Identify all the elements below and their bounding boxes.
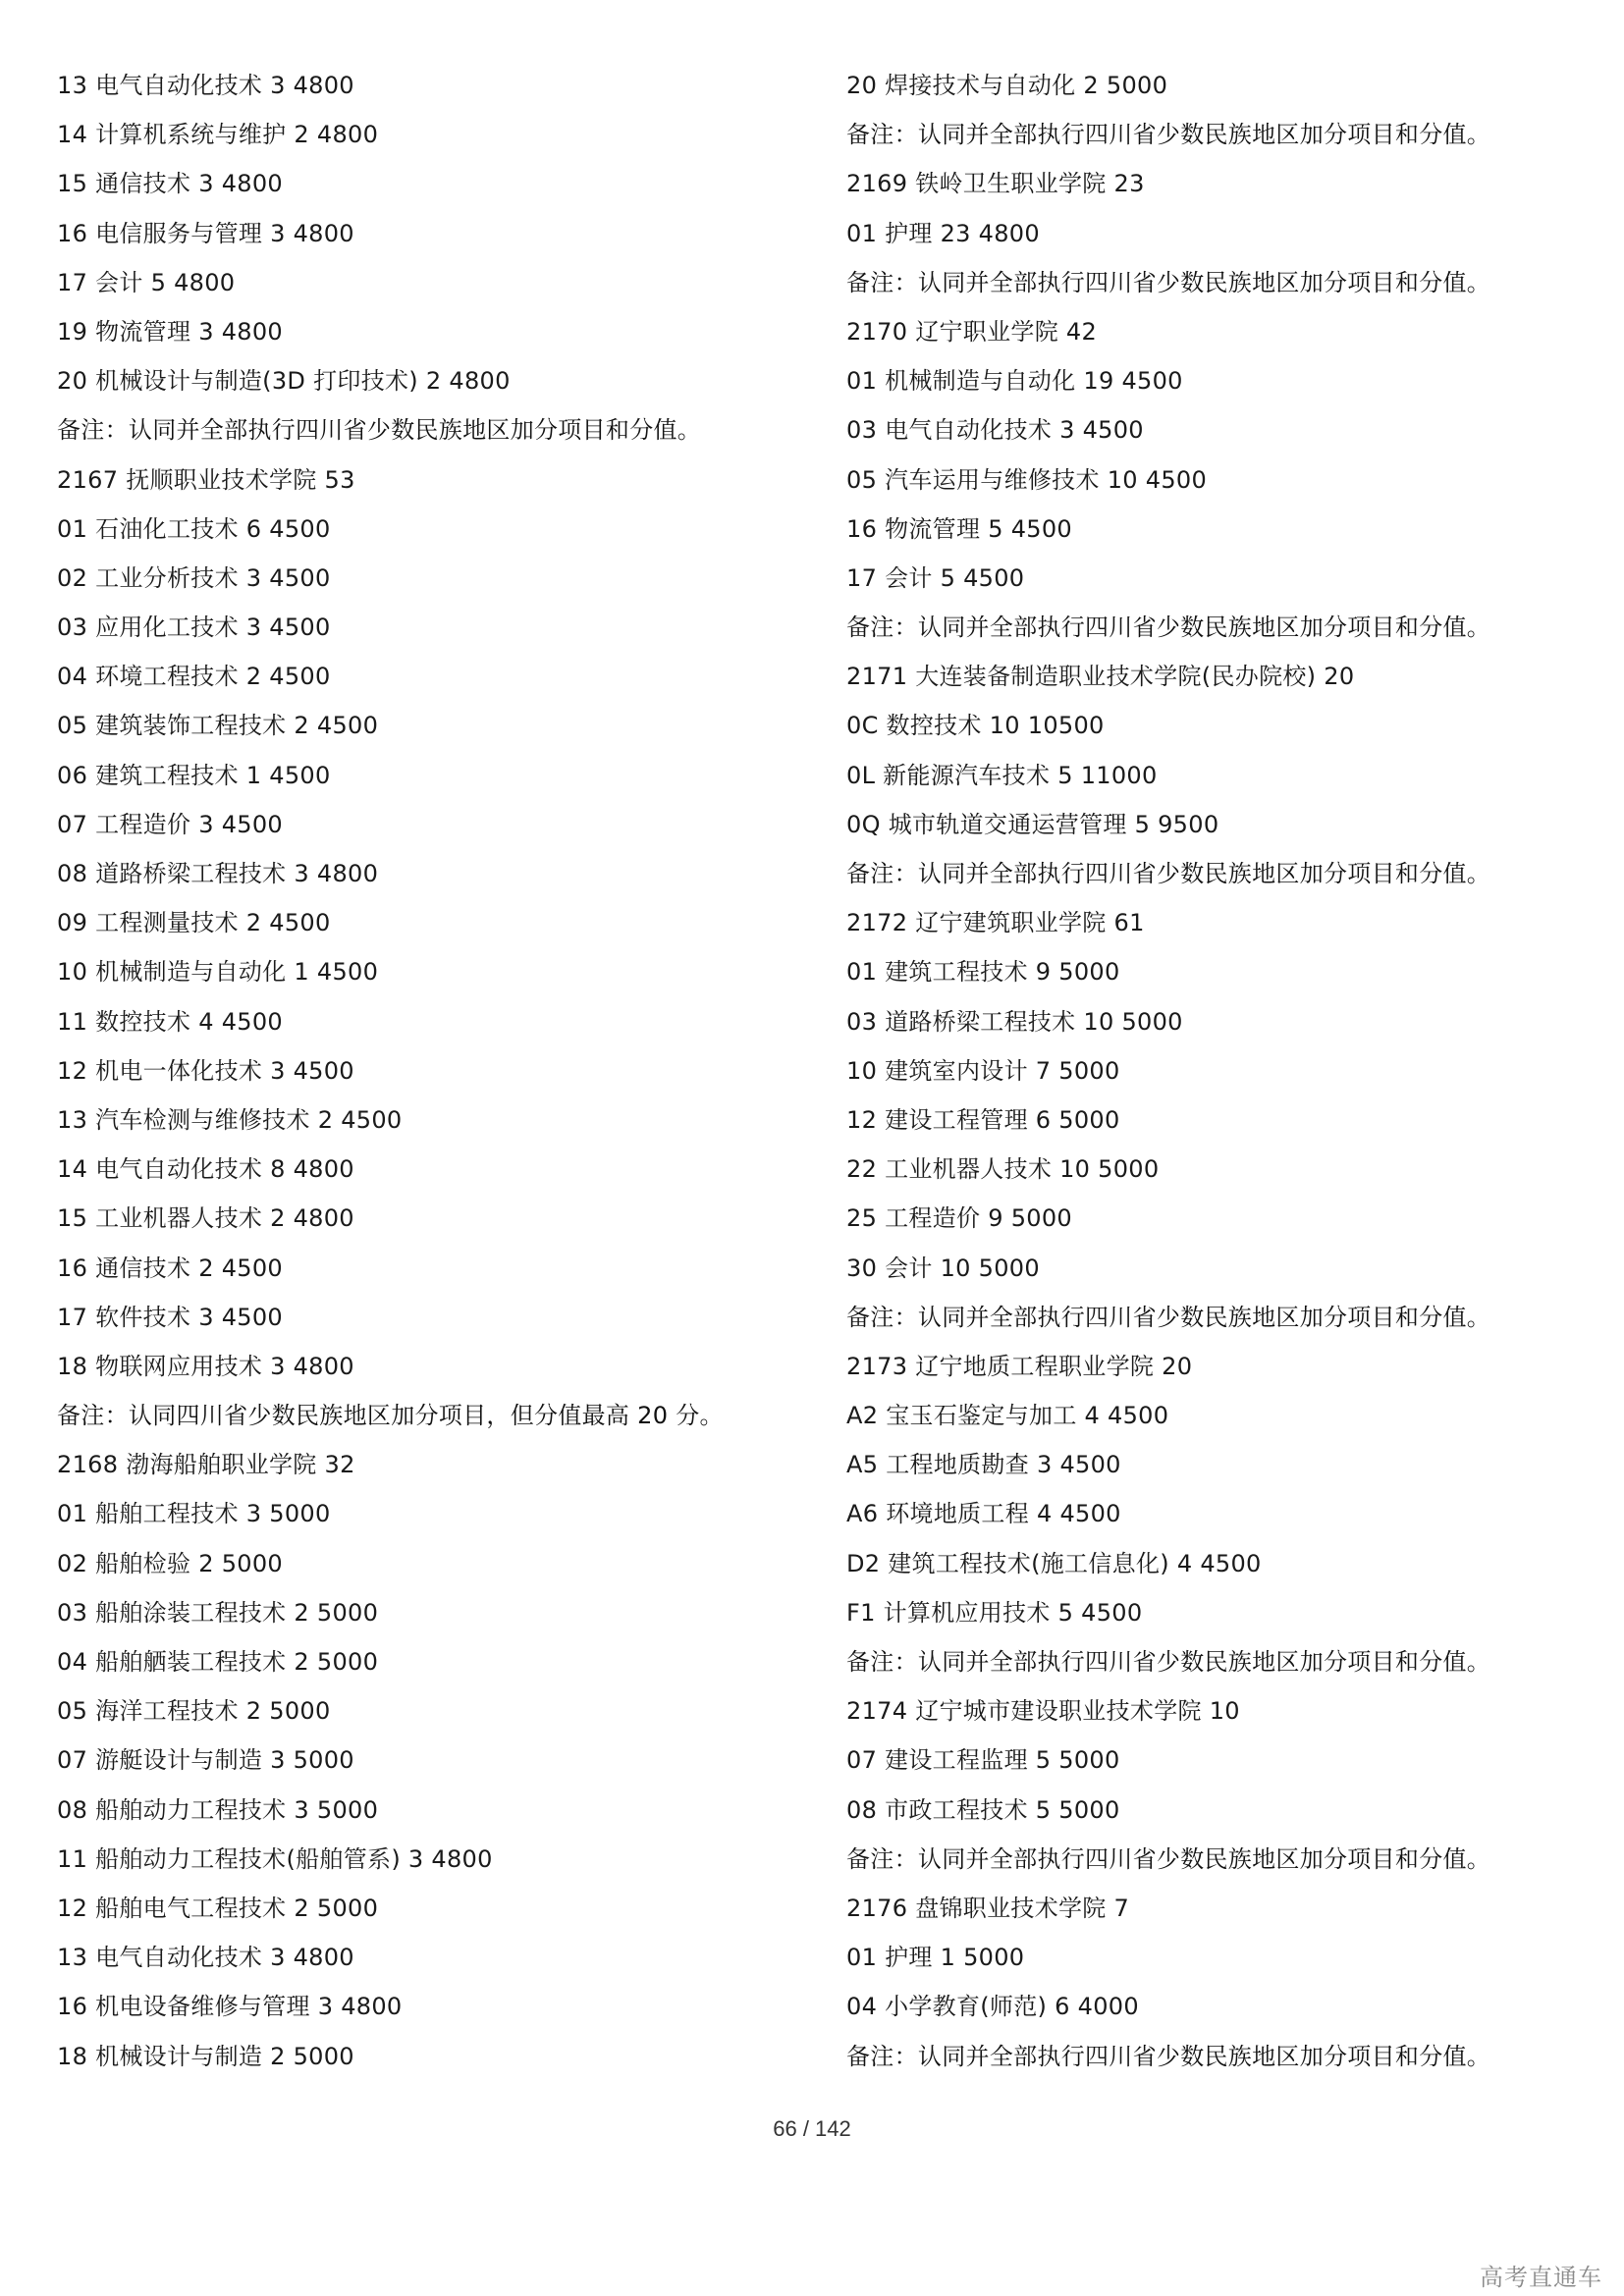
major-entry: 01 船舶工程技术 3 5000 [57,1500,331,1528]
major-entry: 20 焊接技术与自动化 2 5000 [846,72,1168,99]
major-entry: 10 建筑室内设计 7 5000 [846,1056,1120,1085]
remark-line: 备注：认同四川省少数民族地区加分项目，但分值最高 20 分。 [57,1402,724,1430]
institution-header: 2171 大连装备制造职业技术学院(民办院校) 20 [846,663,1355,691]
major-entry: 14 计算机系统与维护 2 4800 [57,121,379,149]
major-entry: 13 汽车检测与维修技术 2 4500 [57,1105,403,1134]
major-entry: 08 市政工程技术 5 5000 [846,1795,1120,1824]
major-entry: 01 护理 23 4800 [846,219,1040,247]
right-column [846,61,1612,2081]
major-entry: 15 工业机器人技术 2 4800 [57,1204,354,1233]
major-entry: 05 汽车运用与维修技术 10 4500 [846,465,1208,494]
major-entry: 04 船舶舾装工程技术 2 5000 [57,1648,379,1676]
major-entry: 01 护理 1 5000 [846,1944,1025,1972]
major-entry: 15 通信技术 3 4800 [57,170,283,198]
major-entry: 13 电气自动化技术 3 4800 [57,1944,354,1972]
major-entry: 14 电气自动化技术 8 4800 [57,1155,354,1184]
institution-header: 2176 盘锦职业技术学院 7 [846,1894,1130,1922]
major-entry: 10 机械制造与自动化 1 4500 [57,958,379,987]
major-entry: D2 建筑工程技术(施工信息化) 4 4500 [846,1549,1262,1577]
major-entry: 07 游艇设计与制造 3 5000 [57,1746,354,1775]
major-entry: 07 建设工程监理 5 5000 [846,1746,1120,1775]
remark-line: 备注：认同并全部执行四川省少数民族地区加分项目和分值。 [846,2042,1491,2070]
institution-header: 2172 辽宁建筑职业学院 61 [846,909,1145,937]
major-entry: F1 计算机应用技术 5 4500 [846,1598,1143,1627]
major-entry: 16 机电设备维修与管理 3 4800 [57,1993,403,2021]
major-entry: 16 物流管理 5 4500 [846,514,1072,543]
major-entry: 02 船舶检验 2 5000 [57,1549,283,1577]
major-entry: 16 通信技术 2 4500 [57,1254,283,1282]
major-entry: A6 环境地质工程 4 4500 [846,1500,1121,1528]
remark-line: 备注：认同并全部执行四川省少数民族地区加分项目和分值。 [846,1844,1491,1873]
major-entry: 03 应用化工技术 3 4500 [57,614,331,642]
major-entry: A2 宝玉石鉴定与加工 4 4500 [846,1402,1169,1430]
major-entry: 17 软件技术 3 4500 [57,1303,283,1331]
major-entry: 01 机械制造与自动化 19 4500 [846,367,1183,396]
major-entry: 13 电气自动化技术 3 4800 [57,72,354,99]
major-entry: 08 船舶动力工程技术 3 5000 [57,1795,379,1824]
major-entry: 11 数控技术 4 4500 [57,1007,283,1036]
major-entry: 18 物联网应用技术 3 4800 [57,1352,354,1380]
left-column [57,61,823,2081]
remark-line: 备注：认同并全部执行四川省少数民族地区加分项目和分值。 [57,416,702,445]
major-entry: 0C 数控技术 10 10500 [846,712,1105,740]
watermark-text: 高考直通车 [1480,2264,1602,2291]
major-entry: 0L 新能源汽车技术 5 11000 [846,761,1158,789]
major-entry: 03 电气自动化技术 3 4500 [846,416,1144,445]
major-entry: 01 石油化工技术 6 4500 [57,514,331,543]
remark-line: 备注：认同并全部执行四川省少数民族地区加分项目和分值。 [846,1648,1491,1676]
major-entry: 08 道路桥梁工程技术 3 4800 [57,860,379,887]
major-entry: 11 船舶动力工程技术(船舶管系) 3 4800 [57,1844,493,1873]
major-entry: 12 船舶电气工程技术 2 5000 [57,1894,379,1922]
major-entry: 02 工业分析技术 3 4500 [57,563,331,592]
institution-header: 2174 辽宁城市建设职业技术学院 10 [846,1697,1240,1726]
major-entry: 04 小学教育(师范) 6 4000 [846,1993,1139,2021]
institution-header: 2169 铁岭卫生职业学院 23 [846,170,1145,198]
remark-line: 备注：认同并全部执行四川省少数民族地区加分项目和分值。 [846,268,1491,296]
major-entry: A5 工程地质勘查 3 4500 [846,1451,1121,1479]
major-entry: 17 会计 5 4500 [846,563,1025,592]
institution-header: 2167 抚顺职业技术学院 53 [57,465,355,494]
major-entry: 07 工程造价 3 4500 [57,810,283,838]
major-entry: 18 机械设计与制造 2 5000 [57,2042,354,2070]
major-entry: 20 机械设计与制造(3D 打印技术) 2 4800 [57,367,511,396]
major-entry: 0Q 城市轨道交通运营管理 5 9500 [846,810,1219,838]
institution-header: 2168 渤海船舶职业学院 32 [57,1451,355,1479]
major-entry: 30 会计 10 5000 [846,1254,1040,1282]
major-entry: 12 机电一体化技术 3 4500 [57,1056,354,1085]
major-entry: 17 会计 5 4800 [57,268,236,296]
major-entry: 09 工程测量技术 2 4500 [57,909,331,937]
major-entry: 01 建筑工程技术 9 5000 [846,958,1120,987]
major-entry: 03 船舶涂装工程技术 2 5000 [57,1598,379,1627]
remark-line: 备注：认同并全部执行四川省少数民族地区加分项目和分值。 [846,614,1491,642]
major-entry: 19 物流管理 3 4800 [57,317,283,346]
remark-line: 备注：认同并全部执行四川省少数民族地区加分项目和分值。 [846,860,1491,887]
major-entry: 05 海洋工程技术 2 5000 [57,1697,331,1726]
institution-header: 2170 辽宁职业学院 42 [846,317,1098,346]
institution-header: 2173 辽宁地质工程职业学院 20 [846,1352,1193,1380]
page-number: 66 / 142 [773,2116,851,2141]
major-entry: 05 建筑装饰工程技术 2 4500 [57,712,379,740]
major-entry: 12 建设工程管理 6 5000 [846,1105,1120,1134]
major-entry: 16 电信服务与管理 3 4800 [57,219,354,247]
major-entry: 03 道路桥梁工程技术 10 5000 [846,1007,1183,1036]
remark-line: 备注：认同并全部执行四川省少数民族地区加分项目和分值。 [846,1303,1491,1331]
major-entry: 06 建筑工程技术 1 4500 [57,761,331,789]
major-entry: 25 工程造价 9 5000 [846,1204,1072,1233]
major-entry: 04 环境工程技术 2 4500 [57,663,331,691]
major-entry: 22 工业机器人技术 10 5000 [846,1155,1160,1184]
remark-line: 备注：认同并全部执行四川省少数民族地区加分项目和分值。 [846,121,1491,149]
